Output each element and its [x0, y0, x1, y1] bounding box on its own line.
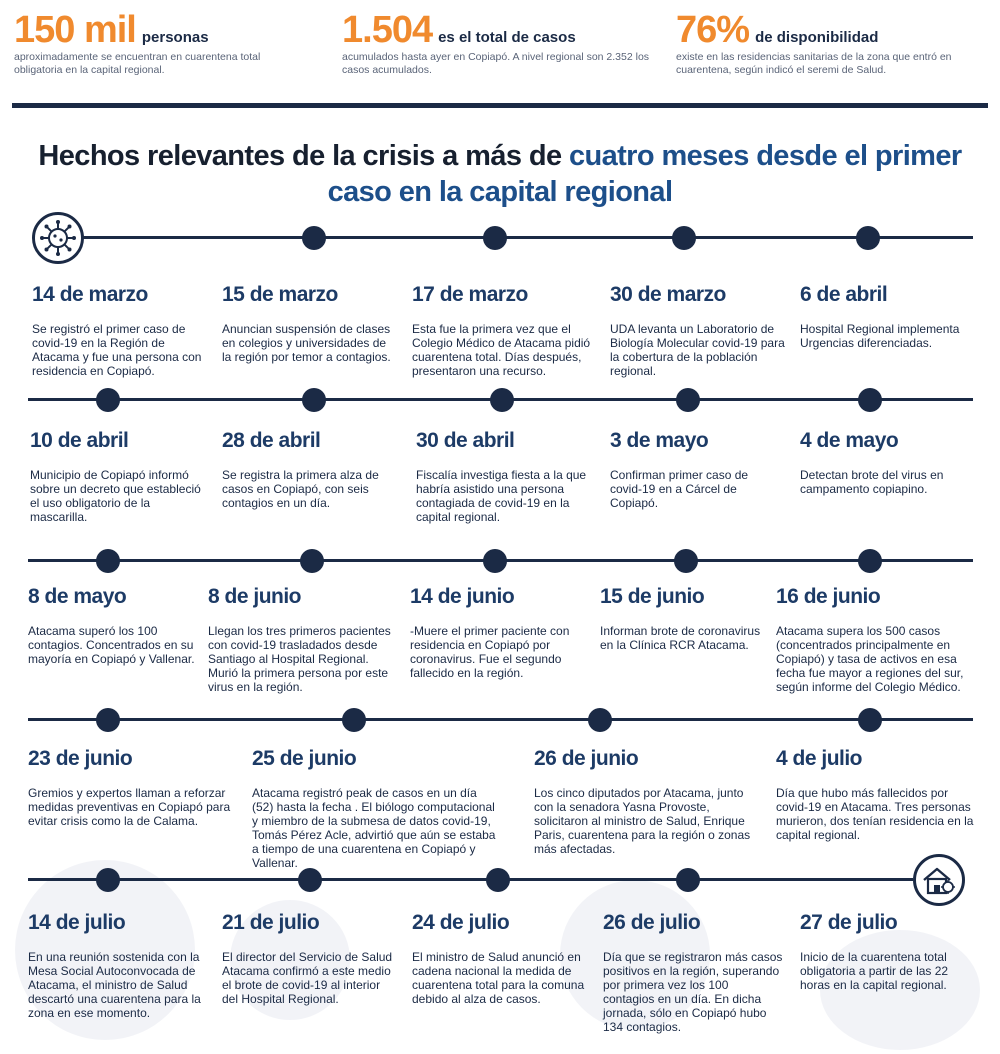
event-date: 26 de junio [534, 747, 639, 770]
timeline-event [800, 910, 972, 992]
event-date: 14 de marzo [32, 283, 148, 306]
event-text: Día que hubo más fallecidos por covid-19 en Atacama. Tres personas murieron, dos tenían residencia en la capital regional. [776, 786, 974, 842]
event-date: 30 de marzo [610, 283, 726, 306]
timeline-event [28, 584, 198, 666]
event-text: Se registra la primera alza de casos en Copiapó, con seis contagios en un día. [222, 468, 379, 510]
event-text: Confirman primer caso de covid-19 en a Cárcel de Copiapó. [610, 468, 749, 510]
timeline-dot [858, 549, 882, 573]
timeline-event [776, 746, 976, 842]
event-date: 23 de junio [28, 747, 133, 770]
stat-label: de disponibilidad [755, 29, 879, 46]
timeline-dot [96, 708, 120, 732]
event-date: 10 de abril [30, 429, 129, 452]
timeline-event [28, 746, 233, 828]
title-part-2: cuatro meses desde el primer [568, 140, 962, 172]
timeline-dot [674, 549, 698, 573]
stat-value: 76% [676, 9, 750, 51]
event-date: 28 de abril [222, 429, 321, 452]
event-date: 4 de julio [776, 747, 863, 770]
event-text: Hospital Regional implementa Urgencias diferenciadas. [800, 322, 960, 350]
timeline-dot [96, 388, 120, 412]
event-text: Se registró el primer caso de covid-19 en la Región de Atacama y fue una persona con residencia en Copiapó. [32, 322, 202, 378]
event-text: Inicio de la cuarentena total obligatoria a partir de las 22 horas en la capital regional. [800, 950, 949, 992]
timeline-event [610, 428, 780, 510]
timeline-dot [298, 868, 322, 892]
event-date: 21 de julio [222, 911, 320, 934]
event-text: Informan brote de coronavirus en la Clínica RCR Atacama. [600, 624, 761, 652]
timeline-dot [490, 388, 514, 412]
timeline-dot [483, 549, 507, 573]
timeline-event [534, 746, 754, 856]
event-text: Día que se registraron más casos positivos en la región, superando por primera vez los 100 contagios en un día. En dicha jornada, sólo en Copiapó hubo 134 contagios. [603, 950, 783, 1034]
timeline-event [410, 584, 580, 680]
timeline-dot [676, 868, 700, 892]
timeline-line [58, 236, 973, 239]
event-date: 8 de mayo [28, 585, 127, 608]
event-date: 24 de julio [412, 911, 510, 934]
event-date: 27 de julio [800, 911, 898, 934]
event-text: Detectan brote del virus en campamento copiapino. [800, 468, 944, 496]
timeline-event [252, 746, 497, 870]
timeline-line [28, 718, 973, 721]
timeline-dot [858, 388, 882, 412]
event-date: 15 de junio [600, 585, 705, 608]
stat-description: aproximadamente se encuentran en cuarentena total obligatoria en la capital regional. [14, 51, 261, 76]
event-date: 15 de marzo [222, 283, 338, 306]
timeline-event [222, 282, 397, 364]
event-text: Atacama superó los 100 contagios. Concentrados en su mayoría en Copiapó y Vallenar. [28, 624, 195, 666]
event-text: El director del Servicio de Salud Atacama confirmó a este medio el brote de covid-19 al interior del Hospital Regional. [222, 950, 393, 1006]
event-date: 26 de julio [603, 911, 701, 934]
event-date: 14 de junio [410, 585, 515, 608]
timeline-event [222, 428, 397, 510]
event-text: Llegan los tres primeros pacientes con covid-19 trasladados desde Santiago al Hospital Regional. Murió la primera persona por este virus en la región. [208, 624, 391, 694]
stat-description: acumulados hasta ayer en Copiapó. A nivel regional son 2.352 los casos acumulados. [342, 51, 650, 76]
timeline-event [412, 282, 592, 378]
timeline-dot [672, 226, 696, 250]
timeline-dot [588, 708, 612, 732]
event-text: Municipio de Copiapó informó sobre un decreto que estableció el uso obligatorio de la mascarilla. [30, 468, 201, 524]
event-date: 30 de abril [416, 429, 515, 452]
timeline-event [610, 282, 785, 378]
event-date: 6 de abril [800, 283, 888, 306]
timeline-event [30, 428, 205, 524]
timeline-dot [96, 868, 120, 892]
title-part-1: Hechos relevantes de la crisis a más de [38, 140, 569, 172]
timeline-dot [483, 226, 507, 250]
event-date: 8 de junio [208, 585, 302, 608]
stat-availability [676, 10, 996, 77]
timeline-event [28, 910, 208, 1020]
timeline-event [208, 584, 393, 694]
event-text: UDA levanta un Laboratorio de Biología Molecular covid-19 para la cobertura de la población regional. [610, 322, 785, 378]
timeline-dot [858, 708, 882, 732]
timeline-event [800, 428, 975, 496]
house-virus-icon [913, 854, 965, 906]
timeline-dot [300, 549, 324, 573]
timeline-dot [676, 388, 700, 412]
timeline-event [800, 282, 975, 350]
event-text: Fiscalía investiga fiesta a la que habría asistido una persona contagiada de covid-19 en la capital regional. [416, 468, 587, 524]
timeline-dot [302, 388, 326, 412]
timeline-line [28, 878, 913, 881]
event-text: -Muere el primer paciente con residencia en Copiapó por coronavirus. Fue el segundo fallecido en la región. [410, 624, 570, 680]
timeline-event [222, 910, 394, 1006]
section-divider [12, 103, 988, 108]
stat-value: 1.504 [342, 9, 433, 51]
page-title [0, 138, 1000, 210]
timeline-dot [856, 226, 880, 250]
event-date: 4 de mayo [800, 429, 899, 452]
event-text: Gremios y expertos llaman a reforzar medidas preventivas en Copiapó para evitar crisis como la de Calama. [28, 786, 231, 828]
timeline-dot [486, 868, 510, 892]
event-text: El ministro de Salud anunció en cadena nacional la medida de cuarentena total para la comuna debido al alza de casos. [412, 950, 585, 1006]
event-text: Los cinco diputados por Atacama, junto con la senadora Yasna Provoste, solicitaron al ministro de Salud, Enrique Paris, cuarentena para la región o zonas más afectadas. [534, 786, 751, 856]
event-text: Esta fue la primera vez que el Colegio Médico de Atacama pidió cuarentena total. Días después, presentaron una recurso. [412, 322, 591, 378]
event-date: 3 de mayo [610, 429, 709, 452]
timeline-event [416, 428, 591, 524]
stat-people-quarantine [14, 10, 334, 77]
timeline-event [603, 910, 783, 1034]
timeline-dot [96, 549, 120, 573]
event-date: 16 de junio [776, 585, 881, 608]
event-text: Anuncian suspensión de clases en colegios y universidades de la región por temor a contagios. [222, 322, 391, 364]
stat-total-cases [342, 10, 662, 77]
timeline-event [412, 910, 587, 1006]
event-text: Atacama registró peak de casos en un día (52) hasta la fecha . El biólogo computacional y miembro de la submesa de datos covid-19, Tomás Pérez Acle, advirtió que aún se estaba a tiempo de una cuarentena en Copiapó y Vallenar. [252, 786, 496, 870]
timeline-dot [302, 226, 326, 250]
timeline-event [600, 584, 765, 652]
event-date: 17 de marzo [412, 283, 528, 306]
stat-value: 150 mil [14, 9, 136, 51]
event-text: Atacama supera los 500 casos (concentrados principalmente en Copiapó) y tasa de activos en esa fecha fue mayor a regiones del sur, según informe del Colegio Médico. [776, 624, 964, 694]
stat-label: personas [141, 29, 209, 46]
event-date: 25 de junio [252, 747, 357, 770]
timeline-dot [342, 708, 366, 732]
timeline-event [32, 282, 207, 378]
stat-description: existe en las residencias sanitarias de la zona que entró en cuarentena, según indicó el seremi de Salud. [676, 51, 952, 76]
stat-label: es el total de casos [438, 29, 576, 46]
virus-icon [32, 212, 84, 264]
event-text: En una reunión sostenida con la Mesa Social Autoconvocada de Atacama, el ministro de Salud descartó una cuarentena para la zona en ese momento. [28, 950, 201, 1020]
timeline-event [776, 584, 986, 694]
title-part-3: caso en la capital regional [327, 176, 673, 208]
event-date: 14 de julio [28, 911, 126, 934]
